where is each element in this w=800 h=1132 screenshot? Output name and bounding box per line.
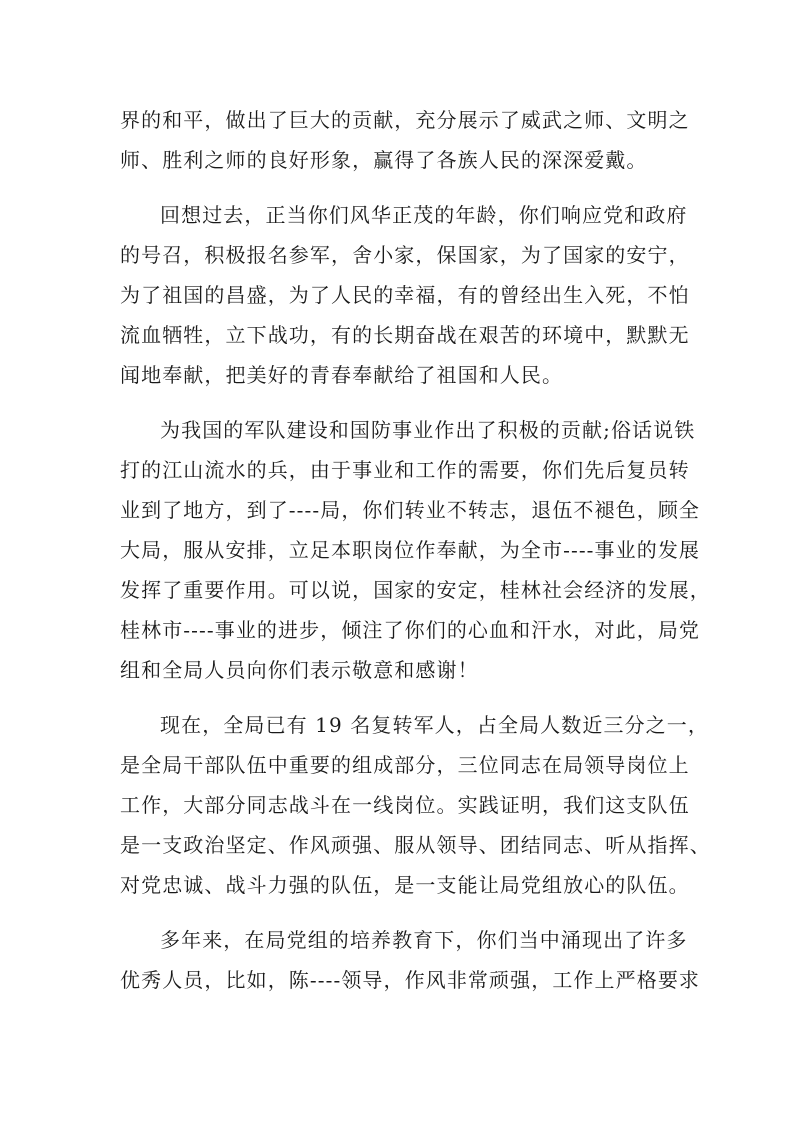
text-line: 流血牺牲，立下战功，有的长期奋战在艰苦的环境中，默默无 xyxy=(120,323,690,347)
text-line: 是一支政治坚定、作风顽强、服从领导、团结同志、听从指挥、 xyxy=(120,833,711,857)
text-line: 发挥了重要作用。可以说，国家的安定，桂林社会经济的发展， xyxy=(120,578,711,602)
text-line: 师、胜利之师的良好形象，赢得了各族人民的深深爱戴。 xyxy=(120,148,648,172)
text-line: 是全局干部队伍中重要的组成部分，三位同志在局领导岗位上 xyxy=(120,753,690,777)
paragraph-3 xyxy=(120,410,711,690)
text-line: 打的江山流水的兵，由于事业和工作的需要，你们先后复员转 xyxy=(120,458,690,482)
text-line: 组和全局人员向你们表示敬意和感谢！ xyxy=(120,658,479,682)
paragraph-1 xyxy=(120,100,690,180)
text-line: 工作，大部分同志战斗在一线岗位。实践证明，我们这支队伍 xyxy=(120,793,690,817)
text-line: 闻地奉献，把美好的青春奉献给了祖国和人民。 xyxy=(120,363,564,387)
text-line: 多年来，在局党组的培养教育下，你们当中涌现出了许多 xyxy=(160,928,688,952)
text-line: 的号召，积极报名参军，舍小家，保国家，为了国家的安宁， xyxy=(120,243,690,267)
text-line: 桂林市----事业的进步，倾注了你们的心血和汗水，对此，局党 xyxy=(120,618,701,642)
paragraph-5 xyxy=(120,920,701,1000)
text-line: 为了祖国的昌盛，为了人民的幸福，有的曾经出生入死，不怕 xyxy=(120,283,690,307)
document-page xyxy=(120,100,711,1015)
text-line: 对党忠诚、战斗力强的队伍，是一支能让局党组放心的队伍。 xyxy=(120,873,690,897)
text-line: 为我国的军队建设和国防事业作出了积极的贡献;俗话说铁 xyxy=(160,418,696,442)
text-line: 现在，全局已有 19 名复转军人，占全局人数近三分之一， xyxy=(160,713,709,737)
text-line: 界的和平，做出了巨大的贡献，充分展示了威武之师、文明之 xyxy=(120,108,690,132)
paragraph-2 xyxy=(120,195,690,395)
text-line: 大局，服从安排，立足本职岗位作奉献，为全市----事业的发展 xyxy=(120,538,701,562)
text-line: 业到了地方，到了----局，你们转业不转志，退伍不褪色，顾全 xyxy=(120,498,701,522)
text-line: 优秀人员，比如，陈----领导，作风非常顽强，工作上严格要求 xyxy=(120,968,701,992)
paragraph-4 xyxy=(120,705,711,905)
text-line: 回想过去，正当你们风华正茂的年龄，你们响应党和政府 xyxy=(160,203,688,227)
